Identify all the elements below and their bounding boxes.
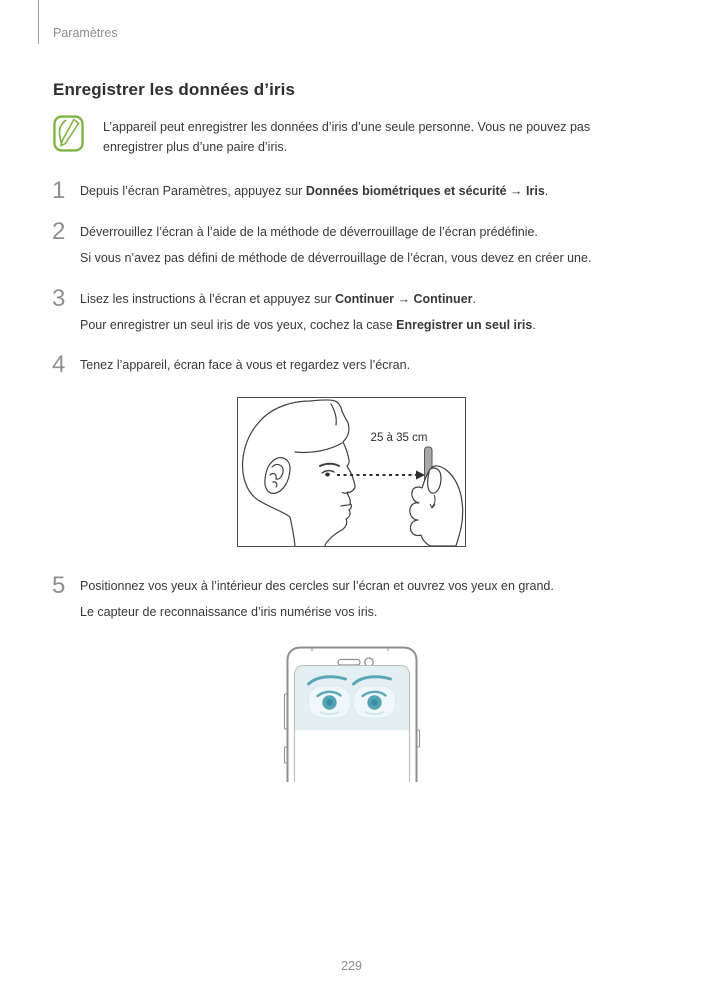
step-line: Le capteur de reconnaissance d’iris numérise vos iris.	[80, 605, 378, 619]
step-line: Lisez les instructions à l’écran et appuyez sur Continuer → Continuer.	[80, 292, 476, 306]
head-profile-drawing	[243, 400, 355, 546]
step-number: 5	[52, 572, 66, 599]
phone-in-hand-drawing	[410, 447, 463, 546]
step-text	[80, 578, 680, 620]
pencil-note-icon	[53, 115, 84, 152]
step-line: Déverrouillez l’écran à l’aide de la méthode de déverrouillage de l’écran prédéfinie.	[80, 225, 538, 239]
header-rule	[38, 0, 39, 44]
step-number: 4	[52, 351, 66, 378]
step-text	[80, 183, 680, 199]
distance-illustration-drawing	[238, 398, 465, 546]
step-line: Positionnez vos yeux à l’intérieur des cercles sur l’écran et ouvrez vos yeux en grand.	[80, 579, 554, 593]
step-item-2	[52, 218, 680, 276]
step-text	[80, 291, 680, 333]
step-number: 3	[52, 285, 66, 312]
iris-scan-phone-drawing	[284, 644, 420, 782]
step-line: Tenez l’appareil, écran face à vous et regardez vers l’écran.	[80, 358, 411, 372]
step-item-3	[52, 285, 680, 343]
step-item-1	[52, 177, 680, 209]
figure-distance-illustration	[237, 397, 466, 547]
step-number: 2	[52, 218, 66, 245]
distance-label: 25 à 35 cm	[370, 432, 428, 444]
figure-iris-scan	[284, 644, 420, 782]
step-number: 1	[52, 177, 66, 204]
page-number: 229	[341, 959, 362, 973]
chapter-header: Paramètres	[53, 26, 118, 40]
step-text	[80, 357, 680, 373]
earpiece-speaker	[338, 660, 360, 666]
page-title: Enregistrer les données d’iris	[53, 80, 296, 99]
note-text: L’appareil peut enregistrer les données d’iris d’une seule personne. Vous ne pouvez pas enregistrer plus d’une paire d’iris.	[103, 120, 591, 154]
step-line: Depuis l’écran Paramètres, appuyez sur Données biométriques et sécurité → Iris.	[80, 184, 549, 198]
step-item-5	[52, 572, 680, 630]
step-line: Pour enregistrer un seul iris de vos yeux, cochez la case Enregistrer un seul iris.	[80, 318, 536, 332]
step-item-4	[52, 351, 680, 383]
step-text	[80, 224, 680, 266]
step-line: Si vous n’avez pas défini de méthode de déverrouillage de l’écran, vous devez en créer une.	[80, 251, 592, 265]
